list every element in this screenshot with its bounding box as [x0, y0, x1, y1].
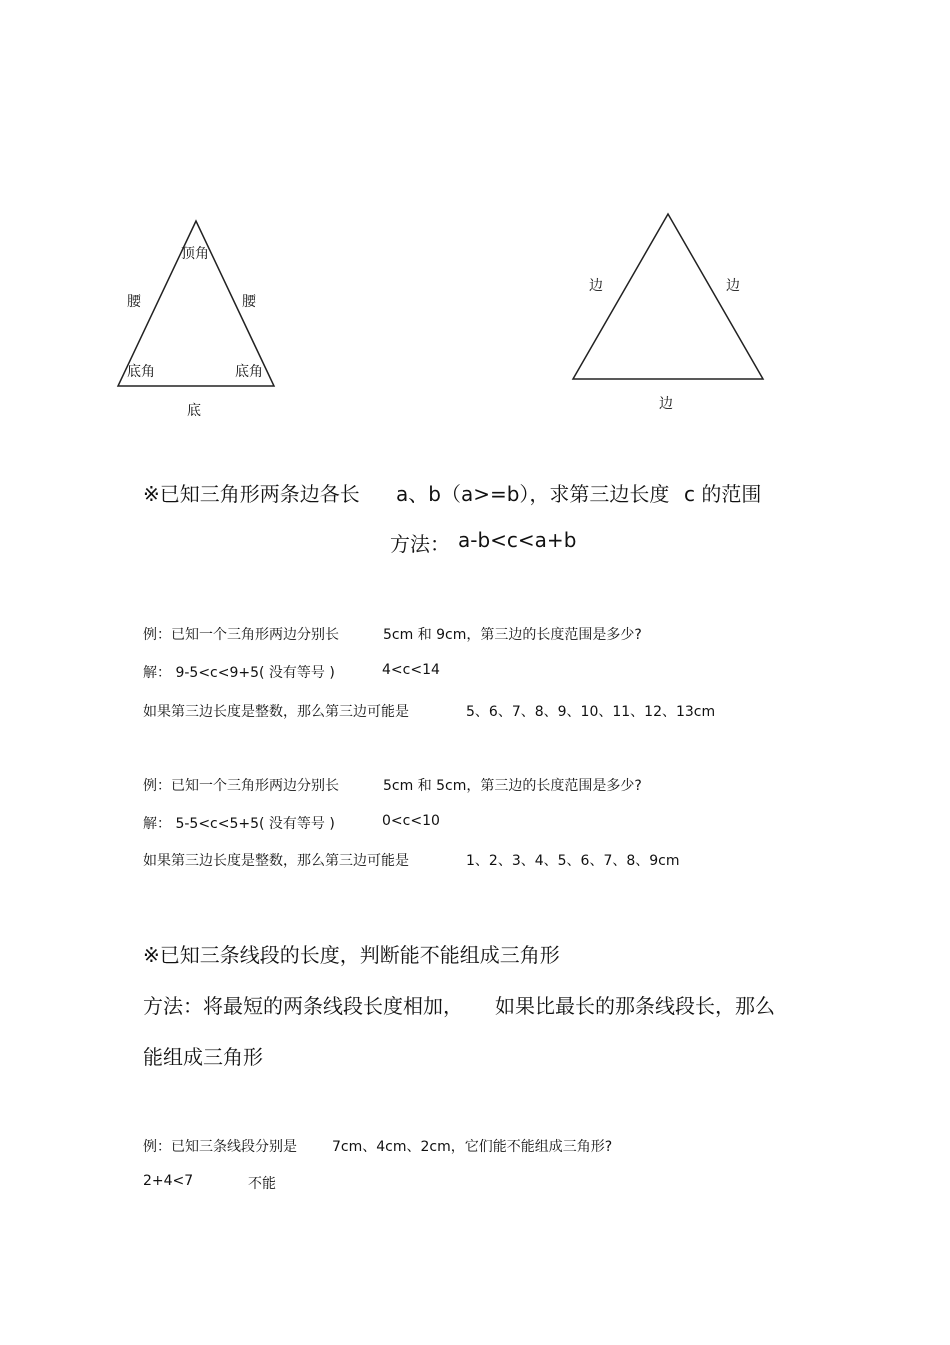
- example1-integers-b: 5、6、7、8、9、10、11、12、13cm: [466, 704, 716, 720]
- example2-question-b: 5cm 和 5cm，第三边的长度范围是多少?: [383, 778, 642, 794]
- equilateral-triangle: [573, 214, 763, 379]
- label-base-angle-right: 底角: [235, 364, 263, 380]
- section1-method-formula: a-b<c<a+b: [458, 528, 577, 552]
- label-leg-left: 腰: [127, 294, 141, 310]
- example2-question-a: 例：已知一个三角形两边分别长: [143, 778, 339, 794]
- example2-integers-b: 1、2、3、4、5、6、7、8、9cm: [466, 853, 680, 869]
- example2-solution-a: 解： 5-5<c<5+5( 没有等号 ): [143, 816, 335, 832]
- section1-heading-b: a、b（a>=b），求第三边长度: [396, 482, 670, 506]
- example3-answer-a: 2+4<7: [143, 1173, 194, 1189]
- section1-method-label: 方法：: [390, 532, 450, 556]
- section1-heading-a: ※已知三角形两条边各长: [143, 482, 360, 506]
- example2-integers-a: 如果第三边长度是整数，那么第三边可能是: [143, 853, 409, 869]
- example3-answer-b: 不能: [248, 1176, 276, 1192]
- section2-method-a: 方法：将最短的两条线段长度相加，: [143, 994, 463, 1018]
- label-side-bottom: 边: [659, 396, 673, 412]
- example3-question-a: 例：已知三条线段分别是: [143, 1139, 297, 1155]
- section2-heading: ※已知三条线段的长度，判断能不能组成三角形: [143, 943, 560, 967]
- section2-method-c: 能组成三角形: [143, 1045, 263, 1069]
- triangle-diagrams: [0, 0, 950, 440]
- example1-question-a: 例：已知一个三角形两边分别长: [143, 627, 339, 643]
- example1-solution-a: 解： 9-5<c<9+5( 没有等号 ): [143, 665, 335, 681]
- label-side-right: 边: [726, 278, 740, 294]
- label-base-angle-left: 底角: [127, 364, 155, 380]
- example1-solution-b: 4<c<14: [382, 662, 440, 678]
- section2-method-b: 如果比最长的那条线段长，那么: [495, 994, 775, 1018]
- label-base: 底: [187, 403, 201, 419]
- label-apex-angle: 顶角: [181, 246, 209, 262]
- example1-integers-a: 如果第三边长度是整数，那么第三边可能是: [143, 704, 409, 720]
- section1-heading-c: c 的范围: [684, 482, 762, 506]
- label-side-left: 边: [589, 278, 603, 294]
- example3-question-b: 7cm、4cm、2cm，它们能不能组成三角形?: [332, 1139, 613, 1155]
- example2-solution-b: 0<c<10: [382, 813, 440, 829]
- example1-question-b: 5cm 和 9cm，第三边的长度范围是多少?: [383, 627, 642, 643]
- label-leg-right: 腰: [242, 294, 256, 310]
